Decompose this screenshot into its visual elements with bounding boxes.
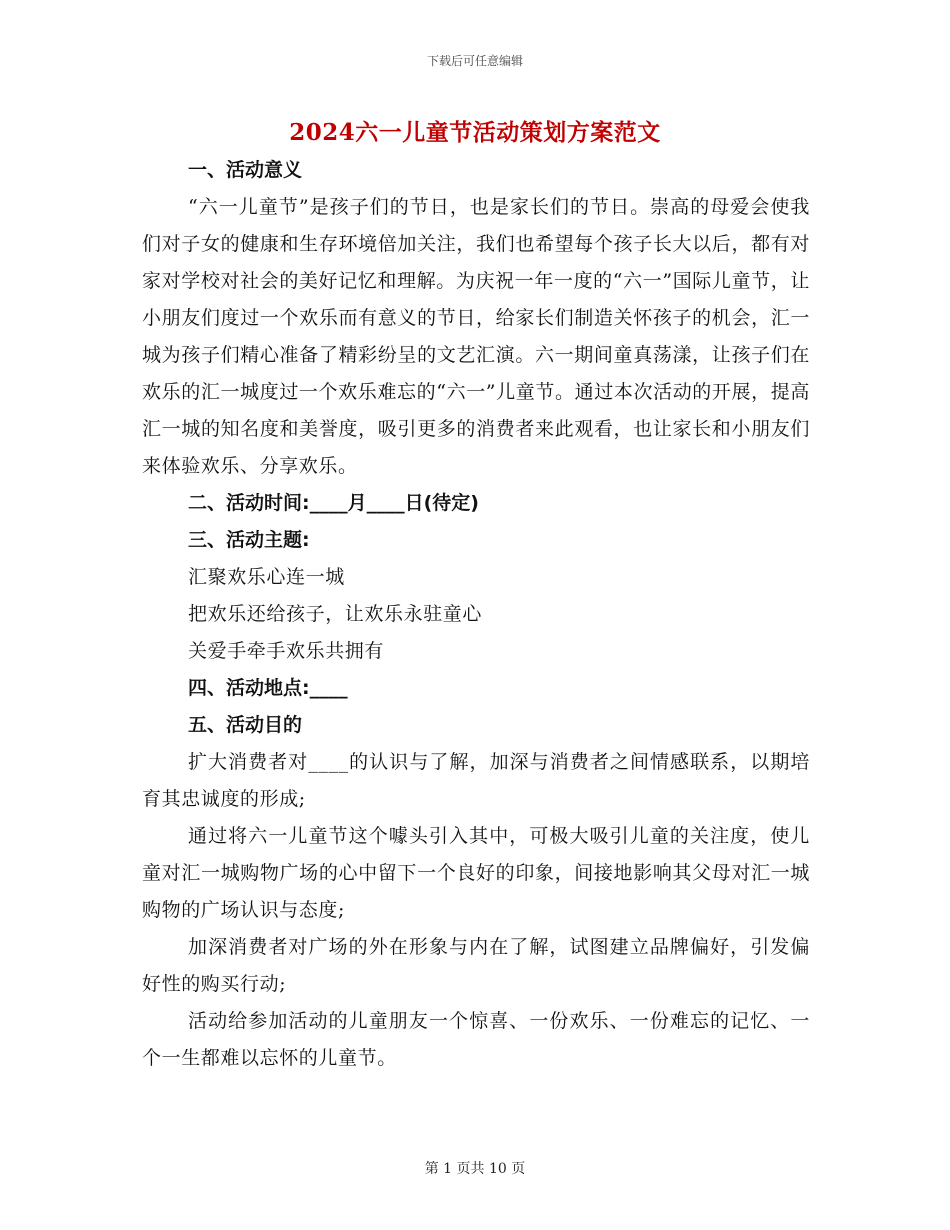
document-title: 2024六一儿童节活动策划方案范文: [289, 119, 661, 146]
section-heading-purpose: 五、活动目的: [188, 714, 303, 736]
section-heading-location: 四、活动地点:____: [188, 677, 348, 699]
paragraph-significance: “六一儿童节”是孩子们的节日，也是家长们的节日。崇高的母爱会使我们对子女的健康和生存环境倍加关注，我们也希望每个孩子长大以后，都有对家对学校对社会的美好记忆和理解。为庆祝一年一度的“六一”国际儿童节，让小朋友们度过一个欢乐而有意义的节日，给家长们制造关怀孩子的机会，汇一城为孩子们精心准备了精彩纷呈的文艺汇演。六一期间童真荡漾，让孩子们在欢乐的汇一城度过一个欢乐难忘的“六一”儿童节。通过本次活动的开展，提高汇一城的知名度和美誉度，吸引更多的消费者来此观看，也让家长和小朋友们来体验欢乐、分享欢乐。: [142, 196, 810, 477]
theme-line: 关爱手牵手欢乐共拥有: [188, 640, 385, 662]
page-number: 第 1 页共 10 页: [424, 1161, 526, 1177]
purpose-paragraph: 活动给参加活动的儿童朋友一个惊喜、一份欢乐、一份难忘的记忆、一个一生都难以忘怀的儿童节。: [142, 1010, 810, 1069]
section-heading-time: 二、活动时间:____月____日(待定): [188, 492, 479, 514]
theme-line: 汇聚欢乐心连一城: [188, 566, 345, 588]
section-heading-theme: 三、活动主题:: [188, 529, 310, 551]
purpose-paragraph: 通过将六一儿童节这个噱头引入其中，可极大吸引儿童的关注度，使儿童对汇一城购物广场的心中留下一个良好的印象，间接地影响其父母对汇一城购物的广场认识与态度;: [142, 825, 810, 921]
document-body: [142, 152, 810, 1077]
purpose-paragraph: 扩大消费者对____的认识与了解，加深与消费者之间情感联系，以期培育其忠诚度的形成;: [142, 751, 810, 810]
page-header-note: 下载后可任意编辑: [426, 54, 523, 68]
purpose-paragraph: 加深消费者对广场的外在形象与内在了解，试图建立品牌偏好，引发偏好性的购买行动;: [142, 936, 810, 995]
theme-line: 把欢乐还给孩子，让欢乐永驻童心: [188, 603, 483, 625]
section-heading-significance: 一、活动意义: [188, 159, 303, 181]
